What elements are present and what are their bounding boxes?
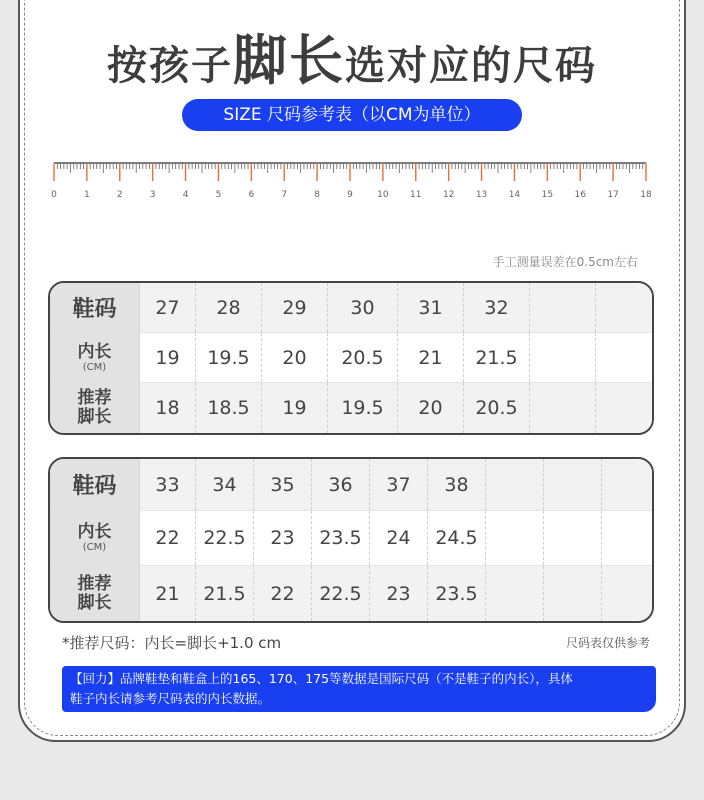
row-label-size: 鞋码 — [50, 459, 140, 510]
size-cell: 30 — [328, 283, 398, 332]
inner-length-cell: 24 — [370, 511, 428, 565]
size-cell: 35 — [254, 459, 312, 510]
inner-length-cell: 19.5 — [196, 333, 262, 382]
row-label-foot-length: 推荐 脚长 — [50, 566, 140, 621]
inner-length-cell: 23 — [254, 511, 312, 565]
row-size — [50, 283, 652, 333]
empty-cell — [486, 511, 544, 565]
foot-length-cell: 22.5 — [312, 566, 370, 621]
size-cell: 28 — [196, 283, 262, 332]
empty-cell — [544, 459, 602, 510]
foot-length-cell: 23.5 — [428, 566, 486, 621]
ruler-label: 7 — [281, 190, 288, 200]
size-cell: 32 — [464, 283, 530, 332]
inner-length-cell: 22 — [140, 511, 196, 565]
inner-length-cell: 23.5 — [312, 511, 370, 565]
ruler-label: 15 — [541, 190, 554, 200]
inner-length-cell: 24.5 — [428, 511, 486, 565]
ruler-label: 12 — [442, 190, 455, 200]
ruler-label: 17 — [607, 190, 619, 200]
ruler-label: 8 — [314, 190, 320, 200]
inner-length-cell: 21 — [398, 333, 464, 382]
row-inner-length — [50, 511, 652, 566]
foot-length-cell: 19 — [262, 383, 328, 433]
ruler-label: 10 — [377, 190, 389, 200]
page-title: 按孩子脚长选对应的尺码 — [107, 29, 597, 92]
foot-length-cell: 18 — [140, 383, 196, 433]
inner-length-cell: 19 — [140, 333, 196, 382]
size-chart-pill: SIZE 尺码参考表（以CM为单位） — [182, 99, 522, 131]
empty-cell — [530, 383, 596, 433]
size-cell: 33 — [140, 459, 196, 510]
brand-info-banner — [62, 666, 656, 712]
ruler — [48, 155, 654, 203]
empty-cell — [602, 566, 652, 621]
empty-cell — [544, 566, 602, 621]
row-foot-length — [50, 566, 652, 621]
empty-cell — [486, 566, 544, 621]
foot-length-cell: 22 — [254, 566, 312, 621]
inner-length-cell: 22.5 — [196, 511, 254, 565]
ruler-label: 16 — [574, 190, 586, 200]
inner-length-cell: 20.5 — [328, 333, 398, 382]
empty-cell — [530, 333, 596, 382]
row-inner-length — [50, 333, 652, 383]
ruler-label: 2 — [116, 190, 123, 200]
row-size — [50, 459, 652, 511]
empty-cell — [596, 333, 652, 382]
row-label-inner-length: 内长 (CM) — [50, 511, 140, 565]
ruler-label: 9 — [347, 190, 353, 200]
ruler-label: 5 — [215, 190, 222, 200]
empty-cell — [544, 511, 602, 565]
ruler-label: 18 — [640, 190, 652, 200]
foot-length-cell: 23 — [370, 566, 428, 621]
size-cell: 29 — [262, 283, 328, 332]
ruler-label: 4 — [182, 190, 189, 200]
size-cell: 31 — [398, 283, 464, 332]
info-line-2: 鞋子内长请参考尺码表的内长数据。 — [70, 691, 271, 706]
foot-length-cell: 21 — [140, 566, 196, 621]
empty-cell — [486, 459, 544, 510]
row-label-foot-length: 推荐 脚长 — [50, 383, 140, 433]
ruler-label: 11 — [410, 190, 422, 200]
empty-cell — [602, 459, 652, 510]
ruler-label: 1 — [84, 190, 90, 200]
size-cell: 27 — [140, 283, 196, 332]
empty-cell — [602, 511, 652, 565]
row-label-inner-length: 内长 (CM) — [50, 333, 140, 382]
ruler-label: 3 — [149, 190, 156, 200]
ruler-label: 6 — [248, 190, 255, 200]
empty-cell — [530, 283, 596, 332]
info-line-1: 【回力】品牌鞋垫和鞋盒上的165、170、175等数据是国际尺码（不是鞋子的内长），具体 — [70, 671, 573, 686]
foot-length-cell: 20.5 — [464, 383, 530, 433]
row-label-size: 鞋码 — [50, 283, 140, 332]
inner-length-cell: 21.5 — [464, 333, 530, 382]
empty-cell — [596, 383, 652, 433]
row-foot-length — [50, 383, 652, 433]
measure-error-note: 手工测量误差在0.5cm左右 — [492, 255, 638, 269]
inner-length-cell: 20 — [262, 333, 328, 382]
foot-length-cell: 19.5 — [328, 383, 398, 433]
size-cell: 38 — [428, 459, 486, 510]
ruler-label: 13 — [475, 190, 488, 200]
size-cell: 36 — [312, 459, 370, 510]
empty-cell — [596, 283, 652, 332]
size-table-1 — [48, 281, 654, 435]
foot-length-cell: 20 — [398, 383, 464, 433]
size-cell: 37 — [370, 459, 428, 510]
size-formula: *推荐尺码：内长=脚长+1.0 cm — [62, 634, 282, 652]
ruler-label: 14 — [508, 190, 521, 200]
foot-length-cell: 18.5 — [196, 383, 262, 433]
foot-length-cell: 21.5 — [196, 566, 254, 621]
reference-only-note: 尺码表仅供参考 — [565, 636, 650, 650]
size-cell: 34 — [196, 459, 254, 510]
size-table-2 — [48, 457, 654, 623]
ruler-label: 0 — [51, 190, 57, 200]
